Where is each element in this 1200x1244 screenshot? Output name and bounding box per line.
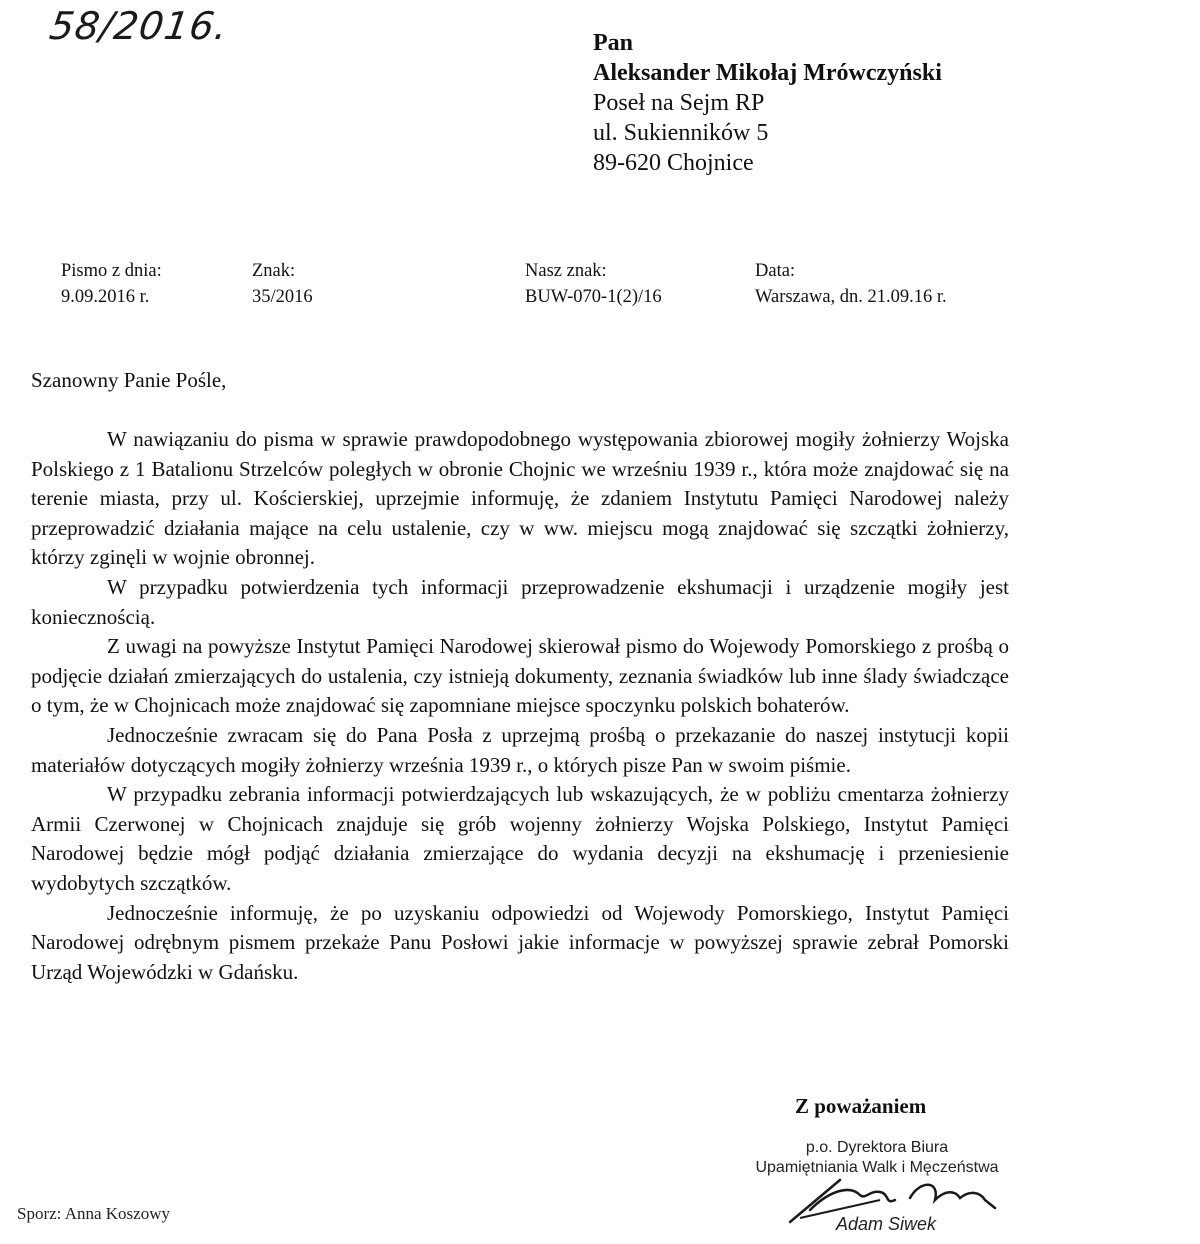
recipient-city: 89-620 Chojnice — [593, 150, 754, 176]
prepared-by: Sporz: Anna Koszowy — [17, 1204, 170, 1223]
letter-date-value: 9.09.2016 r. — [61, 287, 150, 307]
body-paragraph: Jednocześnie informuję, że po uzyskaniu odpowiedzi od Wojewody Pomorskiego, Instytut Pamięci Narodowej odrębnym pismem przekaże Panu Posłowi jakie informacje w powyższej sprawie zebrał Pomorski Urząd Wojewódzki w Gdańsku. — [31, 900, 1009, 984]
recipient-address-block — [593, 28, 942, 178]
our-reference-value: BUW-070-1(2)/16 — [525, 287, 662, 307]
body-paragraph: Z uwagi na powyższe Instytut Pamięci Narodowej skierował pismo do Wojewody Pomorskiego z prośbą o podjęcie działań zmierzających do ustalenia, czy istnieją dokumenty, zeznania świadków lub inne ślady świadczące o tym, że w Chojnicach może znajdować się zapomniane miejsce spoczynku polskich bohaterów. — [31, 634, 1009, 718]
body-paragraph: W nawiązaniu do pisma w sprawie prawdopodobnego występowania zbiorowej mogiły żołnierzy Wojska Polskiego z 1 Batalionu Strzelców poległych w obronie Chojnic we wrześniu 1939 r., która może znajdować się na terenie miasta, przy ul. Kościerskiej, uprzejmie informuję, że zdaniem Instytutu Pamięci Narodowej należy przeprowadzić działania mające na celu ustalenie, czy w ww. miejscu mogą znajdować się szczątki żołnierzy, którzy zginęli w wojnie obronnej. — [31, 427, 1009, 570]
recipient-street: ul. Sukienników 5 — [593, 120, 769, 146]
reference-field — [252, 258, 313, 310]
recipient-title: Pan — [593, 30, 634, 56]
recipient-position: Poseł na Sejm RP — [593, 90, 765, 116]
date-field — [755, 258, 947, 310]
handwritten-reference-number: 58/2016. — [46, 4, 232, 48]
signer-name: Adam Siwek — [836, 1214, 937, 1234]
reference-label: Znak: — [252, 261, 296, 281]
letter-date-field — [61, 258, 162, 310]
signer-title-line2: Upamiętniania Walk i Męczeństwa — [755, 1159, 999, 1176]
date-label: Data: — [755, 261, 796, 281]
body-paragraph: W przypadku zebrania informacji potwierdzających lub wskazujących, że w pobliżu cmentarza żołnierzy Armii Czerwonej w Chojnicach znajduje się grób wojenny żołnierzy Wojska Polskiego, Instytut Pamięci Narodowej będzie mógł podjąć działania zmierzające do wydania decyzji na ekshumację i przeniesienie wydobytych szczątków. — [31, 782, 1009, 895]
body-paragraph: W przypadku potwierdzenia tych informacji przeprowadzenie ekshumacji i urządzenie mogiły jest koniecznością. — [31, 574, 1009, 629]
body-paragraph: Jednocześnie zwracam się do Pana Posła z uprzejmą prośbą o przekazanie do naszej instytucji kopii materiałów dotyczących mogiły żołnierzy września 1939 r., o których pisze Pan w swoim piśmie. — [31, 722, 1009, 777]
recipient-name: Aleksander Mikołaj Mrówczyński — [593, 60, 942, 86]
closing-phrase: Z poważaniem — [795, 1094, 927, 1118]
letter-body — [31, 425, 1009, 987]
our-reference-field — [525, 258, 662, 310]
signer-title-line1: p.o. Dyrektora Biura — [805, 1139, 949, 1156]
date-value: Warszawa, dn. 21.09.16 r. — [755, 287, 947, 307]
salutation: Szanowny Panie Pośle, — [31, 368, 227, 392]
our-reference-label: Nasz znak: — [525, 261, 607, 281]
reference-value: 35/2016 — [252, 287, 313, 307]
letter-date-label: Pismo z dnia: — [61, 261, 162, 281]
